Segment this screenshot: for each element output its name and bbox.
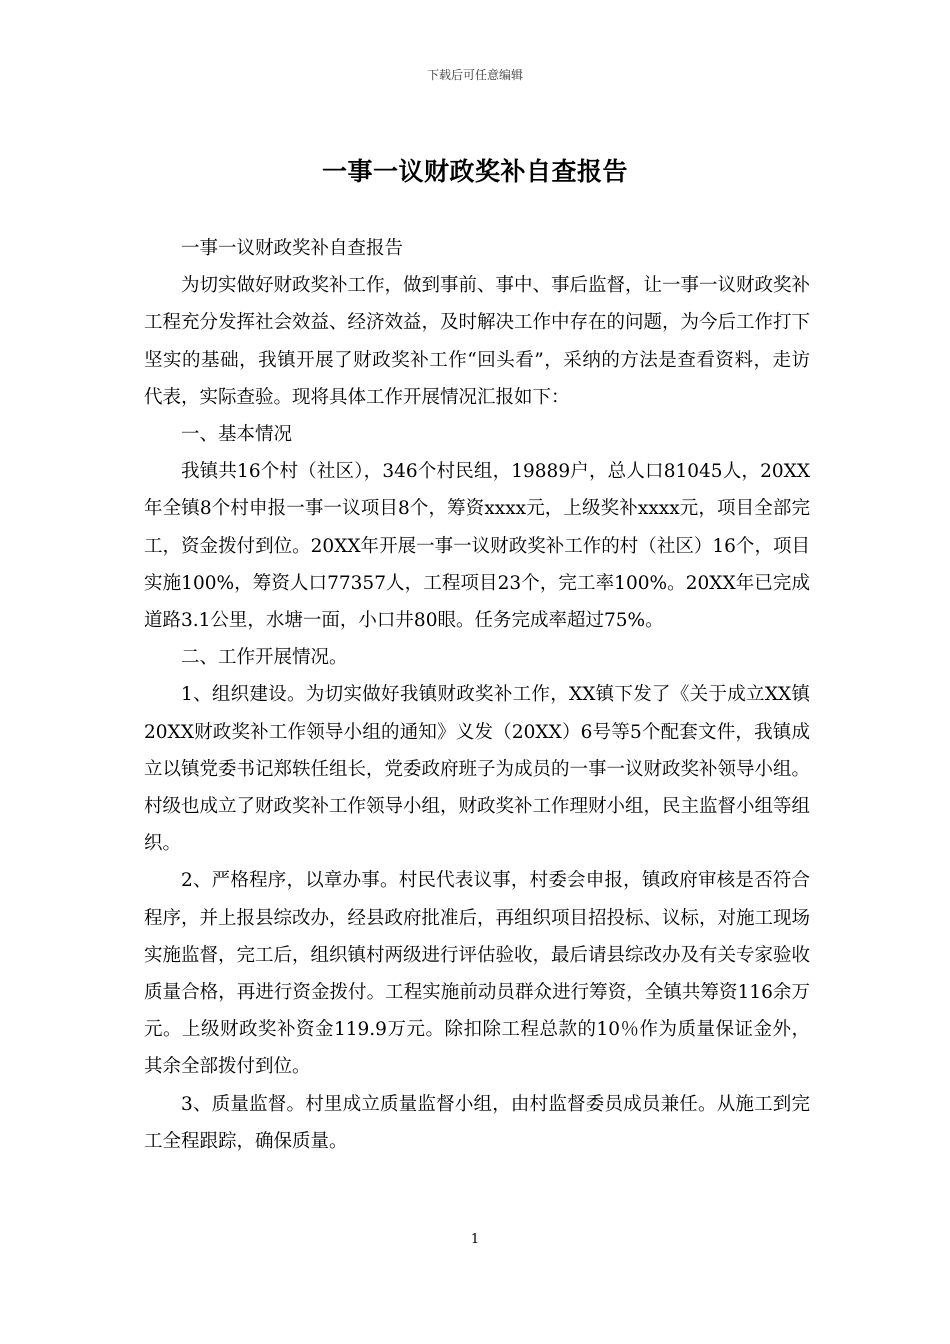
paragraph-organization: 1、组织建设。为切实做好我镇财政奖补工作，XX镇下发了《关于成立XX镇20XX财政奖补工作领导小组的通知》义发（20XX）6号等5个配套文件，我镇成立以镇党委书记郑轶任组长，党委政府班子为成员的一事一议财政奖补领导小组。村级也成立了财政奖补工作领导小组，财政奖补工作理财小组，民主监督小组等组织。	[144, 684, 811, 855]
header-note: 下载后可任意编辑	[426, 68, 523, 82]
document-body	[144, 230, 810, 1160]
paragraph-quality: 3、质量监督。村里成立质量监督小组，由村监督委员成员兼任。从施工到完工全程跟踪，确保质量。	[144, 1093, 810, 1152]
paragraph-heading-repeat: 一事一议财政奖补自查报告	[181, 238, 404, 259]
paragraph-procedure: 2、严格程序，以章办事。村民代表议事，村委会申报，镇政府审核是否符合程序，并上报县综改办，经县政府批准后，再组织项目招投标、议标，对施工现场实施监督，完工后，组织镇村两级进行评估验收，最后请县综改办及有关专家验收质量合格，再进行资金拨付。工程实施前动员群众进行筹资，全镇共筹资116余万元。上级财政奖补资金119.9万元。除扣除工程总款的10％作为质量保证金外，其余全部拨付到位。	[144, 870, 811, 1078]
paragraph-basic-situation: 我镇共16个村（社区），346个村民组，19889户，总人口81045人，20XX年全镇8个村申报一事一议项目8个，筹资xxxx元，上级奖补xxxx元，项目全部完工，资金拨付到位。20XX年开展一事一议财政奖补工作的村（社区）16个，项目实施100%，筹资人口77357人，工程项目23个，完工率100%。20XX年已完成道路3.1公里，水塘一面，小口井80眼。任务完成率超过75%。	[144, 461, 810, 632]
paragraph-intro: 为切实做好财政奖补工作，做到事前、事中、事后监督，让一事一议财政奖补工程充分发挥社会效益、经济效益，及时解决工作中存在的问题，为今后工作打下坚实的基础，我镇开展了财政奖补工作“回头看”，采纳的方法是查看资料，走访代表，实际查验。现将具体工作开展情况汇报如下：	[144, 275, 811, 408]
page-number: 1	[470, 1232, 480, 1247]
section-heading-basic: 一、基本情况	[181, 424, 293, 446]
document-title: 一事一议财政奖补自查报告	[321, 157, 628, 186]
section-heading-work: 二、工作开展情况。	[181, 647, 348, 669]
